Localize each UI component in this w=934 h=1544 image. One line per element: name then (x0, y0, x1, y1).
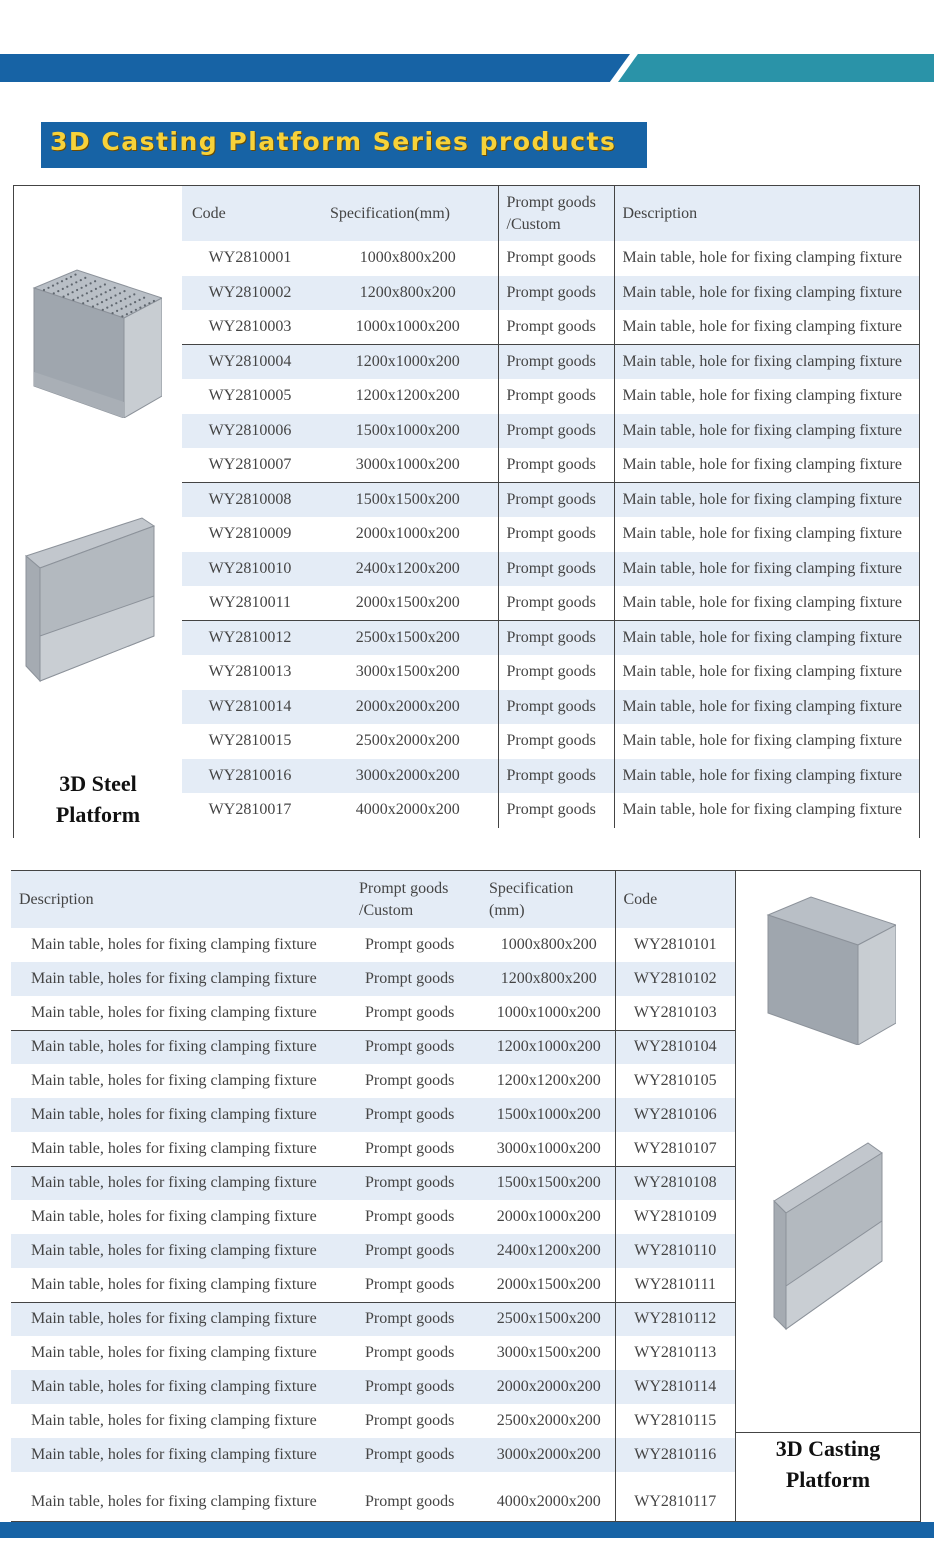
cell-prompt: Prompt goods (365, 1344, 455, 1361)
hole-dot (67, 293, 69, 295)
cell-prompt: Prompt goods (355, 1098, 483, 1132)
cell-description: Main table, hole for fixing clamping fixture (614, 586, 919, 621)
cell-spec: 2000x1000x200 (496, 1208, 601, 1225)
cell-description: Main table, hole for fixing clamping fixture (614, 483, 919, 518)
casting-platform-image-1 (766, 895, 896, 1045)
cell-description: Main table, hole for fixing clamping fixture (614, 448, 919, 483)
cell-description: Main table, hole for fixing clamping fixture (614, 759, 919, 794)
hole-dot (74, 274, 76, 276)
cell-spec: 3000x1500x200 (355, 663, 460, 681)
cell-spec: 1500x1500x200 (483, 1166, 615, 1200)
hole-dot (99, 286, 101, 288)
hole-dot (53, 292, 55, 294)
table-row (182, 276, 919, 311)
hole-dot (75, 281, 77, 283)
hole-dot (52, 285, 54, 287)
table-row (182, 241, 919, 276)
cell-spec: 2000x2000x200 (318, 690, 498, 725)
table-row (182, 517, 919, 552)
hole-dot (126, 313, 128, 315)
steel-caption-line2: Platform (55, 802, 141, 827)
table-row (182, 586, 919, 621)
table-row (182, 724, 919, 759)
hole-dot (92, 305, 94, 307)
cell-code: WY2810115 (615, 1404, 735, 1438)
cell-spec: 1500x1000x200 (483, 1098, 615, 1132)
cell-description: Main table, holes for fixing clamping fixture (11, 1098, 355, 1132)
cell-spec: 2000x1500x200 (496, 1275, 601, 1293)
cell-code: WY2810011 (208, 594, 292, 611)
cell-prompt: Prompt goods (498, 759, 614, 794)
cell-code: WY2810003 (208, 318, 292, 335)
header-spec: Specification(mm) (318, 186, 498, 241)
cell-prompt: Prompt goods (498, 345, 614, 380)
hole-dot (76, 289, 78, 291)
table-row (11, 1268, 735, 1302)
hole-dot (143, 297, 145, 299)
header-prompt-line1: Prompt goods (359, 879, 449, 897)
cell-prompt: Prompt goods (498, 552, 614, 587)
table-row (11, 996, 735, 1030)
steel-caption-line1: 3D Steel (59, 771, 137, 796)
cell-code: WY2810112 (615, 1302, 735, 1336)
casting-platform-section (11, 870, 921, 1522)
table-row (182, 483, 919, 518)
hole-dot (86, 292, 88, 294)
cell-spec: 1200x800x200 (318, 276, 498, 311)
cell-code: WY2810016 (182, 759, 318, 794)
cell-code: WY2810013 (208, 663, 292, 681)
cell-spec: 2000x1500x200 (355, 594, 460, 611)
cell-code: WY2810116 (615, 1438, 735, 1472)
casting-caption (736, 1432, 920, 1495)
hole-dot (114, 287, 116, 289)
cell-description: Main table, holes for fixing clamping fixture (11, 1370, 355, 1404)
cell-description: Main table, holes for fixing clamping fixture (31, 936, 317, 953)
table-row (11, 1064, 735, 1098)
hole-dot (106, 307, 108, 309)
hole-dot (123, 290, 125, 292)
cell-description: Main table, holes for fixing clamping fixture (31, 1139, 317, 1157)
table-row (182, 448, 919, 483)
cell-code: WY2810106 (615, 1098, 735, 1132)
table-row (182, 345, 919, 380)
hole-dot (109, 289, 111, 291)
cell-code: WY2810009 (208, 525, 292, 543)
cell-prompt: Prompt goods (498, 448, 614, 483)
cell-prompt: Prompt goods (498, 276, 614, 311)
steel-platform-section (13, 185, 920, 838)
hole-dot (102, 309, 104, 311)
cell-prompt: Prompt goods (498, 414, 614, 449)
cell-description: Main table, holes for fixing clamping fixture (11, 1030, 355, 1064)
cell-prompt: Prompt goods (498, 586, 614, 621)
cell-spec: 1200x1200x200 (496, 1072, 601, 1089)
hole-dot (57, 290, 59, 292)
cell-prompt: Prompt goods (365, 1412, 455, 1429)
cell-spec: 2400x1200x200 (483, 1234, 615, 1268)
casting-table-header (11, 871, 735, 928)
footer-stripe (0, 1522, 934, 1538)
hole-dot (130, 311, 132, 313)
cell-description: Main table, holes for fixing clamping fixture (31, 1412, 317, 1429)
cell-prompt: Prompt goods (365, 1208, 455, 1225)
cell-spec: 1200x1200x200 (355, 387, 460, 405)
cell-code: WY2810108 (615, 1166, 735, 1200)
header-prompt-line2: /Custom (359, 901, 414, 919)
steel-table (182, 186, 919, 828)
table-row (11, 1336, 735, 1370)
hole-dot (63, 296, 65, 298)
cell-code: WY2810004 (182, 345, 318, 380)
cell-code: WY2810008 (182, 483, 318, 518)
hole-dot (81, 287, 83, 289)
cell-prompt: Prompt goods (365, 1493, 455, 1510)
cell-spec: 2500x2000x200 (496, 1412, 601, 1429)
table-row (182, 690, 919, 725)
hole-dot (101, 301, 103, 303)
hole-dot (110, 297, 112, 299)
header-description: Description (11, 871, 355, 928)
steel-table-header (182, 186, 919, 241)
hole-dot (91, 298, 93, 300)
hole-dot (81, 294, 83, 296)
cell-description: Main table, hole for fixing clamping fixture (614, 690, 919, 725)
cell-prompt: Prompt goods (498, 379, 614, 414)
hole-dot (82, 302, 84, 304)
cell-code: WY2810102 (615, 962, 735, 996)
cell-code: WY2810113 (615, 1336, 735, 1370)
hole-dot (80, 279, 82, 281)
hole-dot (77, 297, 79, 299)
hole-dot (96, 303, 98, 305)
hole-dot (72, 299, 74, 301)
cell-prompt: Prompt goods (365, 1072, 455, 1089)
table-row (11, 1234, 735, 1268)
cell-code: WY2810111 (615, 1268, 735, 1302)
casting-caption-line2: Platform (785, 1467, 871, 1492)
cell-spec: 3000x1500x200 (496, 1344, 601, 1361)
casting-platform-image-2 (772, 1141, 887, 1331)
cell-description: Main table, holes for fixing clamping fixture (31, 1072, 317, 1089)
cell-spec: 3000x2000x200 (318, 759, 498, 794)
hole-dot (148, 302, 150, 304)
hole-dot (111, 304, 113, 306)
cell-prompt: Prompt goods (498, 517, 614, 552)
header-spec (483, 871, 615, 928)
hole-dot (144, 304, 146, 306)
cell-code: WY2810012 (182, 621, 318, 656)
hole-dot (95, 288, 97, 290)
cell-prompt: Prompt goods (355, 1166, 483, 1200)
steel-photo-column (14, 186, 182, 838)
header-prompt-line2: /Custom (506, 215, 561, 233)
casting-table (11, 871, 735, 1532)
table-row (182, 621, 919, 656)
cell-description: Main table, hole for fixing clamping fixture (614, 414, 919, 449)
cell-description: Main table, hole for fixing clamping fixture (614, 552, 919, 587)
hole-dot (125, 305, 127, 307)
cell-description: Main table, holes for fixing clamping fixture (31, 1493, 317, 1510)
cell-code: WY2810109 (615, 1200, 735, 1234)
cell-prompt: Prompt goods (355, 1302, 483, 1336)
cell-description: Main table, hole for fixing clamping fixture (614, 724, 919, 759)
cell-spec: 3000x2000x200 (483, 1438, 615, 1472)
hole-dot (119, 292, 121, 294)
table-row (182, 552, 919, 587)
cell-code: WY2810005 (208, 387, 292, 405)
cell-prompt: Prompt goods (498, 724, 614, 759)
cell-spec: 3000x1000x200 (496, 1139, 601, 1157)
table-row (11, 962, 735, 996)
title-banner (41, 122, 647, 168)
hole-dot (129, 296, 131, 298)
table-row (182, 759, 919, 794)
cell-prompt: Prompt goods (498, 241, 614, 276)
cell-spec: 4000x2000x200 (496, 1493, 601, 1510)
hole-dot (121, 315, 123, 317)
cell-code: WY2810110 (615, 1234, 735, 1268)
cell-spec: 1500x1000x200 (318, 414, 498, 449)
hole-dot (134, 301, 136, 303)
cell-description: Main table, holes for fixing clamping fixture (11, 1234, 355, 1268)
cell-description: Main table, hole for fixing clamping fixture (614, 517, 919, 552)
hole-dot (135, 309, 137, 311)
header-stripe-blue (0, 54, 630, 82)
cell-code: WY2810104 (615, 1030, 735, 1064)
hole-dot (72, 291, 74, 293)
hole-dot (153, 300, 155, 302)
cell-spec: 1200x1000x200 (483, 1030, 615, 1064)
header-spec-line1: Specification (489, 879, 574, 897)
header-spec-line2: (mm) (489, 901, 525, 919)
cell-spec: 1000x1000x200 (355, 318, 460, 335)
table-row (11, 1370, 735, 1404)
header-prompt (498, 186, 614, 241)
cell-description: Main table, hole for fixing clamping fixture (614, 793, 919, 828)
cell-prompt: Prompt goods (365, 936, 455, 953)
cell-spec: 2400x1200x200 (318, 552, 498, 587)
cell-prompt: Prompt goods (498, 310, 614, 345)
cell-prompt: Prompt goods (355, 1030, 483, 1064)
cell-description: Main table, holes for fixing clamping fixture (11, 1302, 355, 1336)
casting-caption-line1: 3D Casting (775, 1436, 881, 1461)
cell-code: WY2810014 (182, 690, 318, 725)
hole-dot (66, 286, 68, 288)
cell-prompt: Prompt goods (355, 1370, 483, 1404)
table-row (182, 310, 919, 345)
cell-description: Main table, hole for fixing clamping fixture (614, 310, 919, 345)
cell-description: Main table, holes for fixing clamping fixture (31, 1275, 317, 1293)
hole-dot (62, 288, 64, 290)
cell-code: WY2810002 (182, 276, 318, 311)
table-row (11, 1438, 735, 1472)
cell-spec: 2000x2000x200 (483, 1370, 615, 1404)
hole-dot (87, 300, 89, 302)
table-row (182, 414, 919, 449)
cell-description: Main table, hole for fixing clamping fixture (614, 621, 919, 656)
cell-description: Main table, hole for fixing clamping fixture (614, 655, 919, 690)
hole-dot (104, 283, 106, 285)
table-row (11, 928, 735, 962)
cell-spec: 1000x800x200 (500, 936, 597, 953)
cell-prompt: Prompt goods (365, 1275, 455, 1293)
cell-spec: 1200x1000x200 (318, 345, 498, 380)
casting-table-body (11, 928, 735, 1532)
cell-code: WY2810007 (208, 456, 292, 473)
cell-prompt: Prompt goods (355, 1234, 483, 1268)
hole-dot (112, 312, 114, 314)
page-title: 3D Casting Platform Series products (50, 127, 617, 156)
cell-description: Main table, holes for fixing clamping fixture (11, 962, 355, 996)
hole-dot (47, 287, 49, 289)
cell-prompt: Prompt goods (498, 483, 614, 518)
table-row (11, 1166, 735, 1200)
cell-description: Main table, holes for fixing clamping fixture (11, 1166, 355, 1200)
cell-prompt: Prompt goods (365, 1003, 455, 1021)
header-stripe-teal (618, 54, 934, 82)
hole-dot (85, 285, 87, 287)
steel-platform-image-1 (32, 268, 162, 418)
cell-description: Main table, holes for fixing clamping fixture (31, 1208, 317, 1225)
cell-prompt: Prompt goods (355, 962, 483, 996)
hole-dot (139, 307, 141, 309)
hole-dot (105, 299, 107, 301)
cell-code: WY2810105 (615, 1064, 735, 1098)
cell-code: WY2810001 (208, 249, 292, 267)
cell-code: WY2810010 (182, 552, 318, 587)
cell-prompt: Prompt goods (498, 690, 614, 725)
table-row (182, 793, 919, 828)
cell-spec: 2000x1000x200 (355, 525, 460, 543)
hole-dot (61, 280, 63, 282)
cell-code: WY2810101 (615, 928, 735, 962)
cell-description: Main table, hole for fixing clamping fixture (614, 276, 919, 311)
header-description: Description (614, 186, 919, 241)
header-prompt (355, 871, 483, 928)
header-prompt-line1: Prompt goods (506, 193, 596, 211)
cell-code: WY2810117 (615, 1472, 735, 1532)
cell-spec: 1500x1500x200 (318, 483, 498, 518)
cell-spec: 4000x2000x200 (355, 801, 460, 819)
casting-photo-column (735, 871, 920, 1521)
hole-dot (121, 308, 123, 310)
cell-spec: 2500x2000x200 (355, 732, 460, 750)
hole-dot (94, 280, 96, 282)
cell-prompt: Prompt goods (365, 1139, 455, 1157)
cell-description: Main table, holes for fixing clamping fixture (11, 1438, 355, 1472)
cell-spec: 2500x1500x200 (318, 621, 498, 656)
hole-dot (90, 282, 92, 284)
hole-dot (96, 296, 98, 298)
hole-dot (139, 299, 141, 301)
table-row (182, 379, 919, 414)
hole-dot (105, 291, 107, 293)
hole-dot (130, 303, 132, 305)
cell-prompt: Prompt goods (498, 655, 614, 690)
hole-dot (100, 293, 102, 295)
cell-prompt: Prompt goods (498, 621, 614, 656)
hole-dot (116, 310, 118, 312)
table-row (182, 655, 919, 690)
cell-description: Main table, hole for fixing clamping fixture (614, 379, 919, 414)
cell-description: Main table, hole for fixing clamping fixture (614, 345, 919, 380)
cell-prompt: Prompt goods (355, 1438, 483, 1472)
hole-dot (43, 289, 45, 291)
table-row (11, 1404, 735, 1438)
table-row (11, 1132, 735, 1166)
cell-description: Main table, holes for fixing clamping fixture (31, 1344, 317, 1361)
hole-dot (84, 277, 86, 279)
steel-caption (14, 768, 182, 830)
cell-spec: 3000x1000x200 (355, 456, 460, 473)
table-row (11, 1200, 735, 1234)
cell-code: WY2810107 (615, 1132, 735, 1166)
cell-description: Main table, hole for fixing clamping fixture (614, 241, 919, 276)
hole-dot (56, 282, 58, 284)
steel-table-body (182, 241, 919, 828)
cell-code: WY2810015 (208, 732, 292, 750)
hole-dot (115, 302, 117, 304)
cell-code: WY2810017 (208, 801, 292, 819)
hole-dot (70, 276, 72, 278)
cell-spec: 1200x800x200 (483, 962, 615, 996)
table-row (11, 1030, 735, 1064)
hole-dot (90, 290, 92, 292)
cell-spec: 1000x1000x200 (496, 1003, 601, 1021)
cell-code: WY2810114 (615, 1370, 735, 1404)
cell-spec: 1000x800x200 (359, 249, 456, 267)
cell-description: Main table, holes for fixing clamping fixture (31, 1003, 317, 1021)
cell-code: WY2810103 (615, 996, 735, 1030)
hole-dot (133, 293, 135, 295)
cell-prompt: Prompt goods (498, 793, 614, 828)
hole-dot (71, 283, 73, 285)
steel-platform-image-2 (24, 516, 164, 686)
cell-code: WY2810006 (182, 414, 318, 449)
hole-dot (65, 278, 67, 280)
table-row (11, 1302, 735, 1336)
cell-spec: 2500x1500x200 (483, 1302, 615, 1336)
hole-dot (114, 294, 116, 296)
header-code: Code (182, 186, 318, 241)
table-row (11, 1098, 735, 1132)
hole-dot (124, 298, 126, 300)
hole-dot (120, 300, 122, 302)
header-code: Code (615, 871, 735, 928)
